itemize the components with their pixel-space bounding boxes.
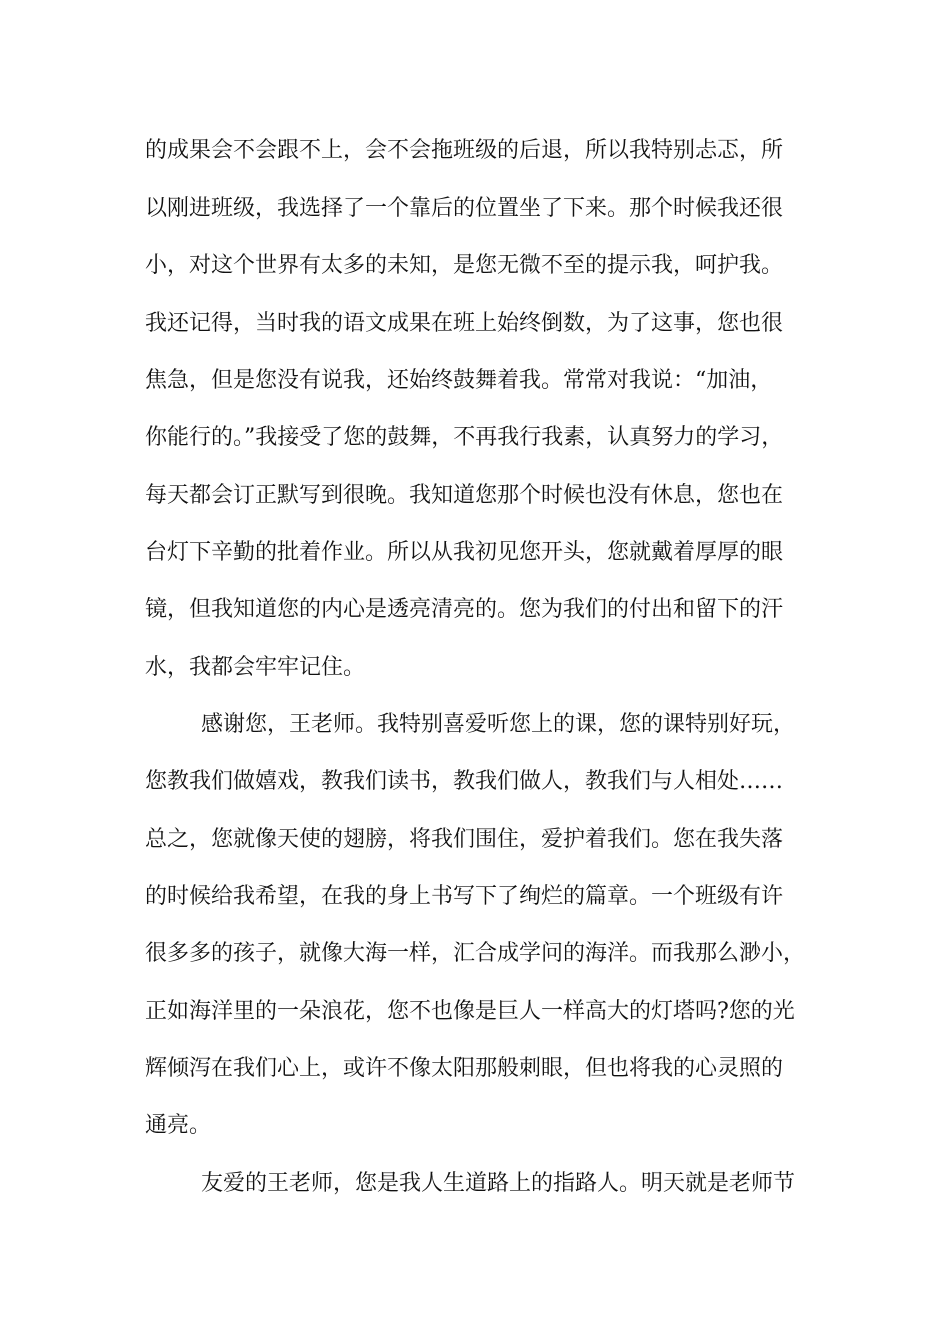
text-line: 焦急，但是您没有说我，还始终鼓舞着我。常常对我说：“加油， <box>145 368 773 393</box>
text-line: 辉倾泻在我们心上，或许不像太阳那般刺眼，但也将我的心灵照的 <box>145 1056 784 1081</box>
text-line: 的成果会不会跟不上，会不会拖班级的后退，所以我特别忐忑，所 <box>145 138 784 163</box>
text-line: 很多多的孩子，就像大海一样，汇合成学问的海洋。而我那么渺小， <box>145 941 806 966</box>
text-line: 通亮。 <box>145 1113 212 1138</box>
text-line: 水，我都会牢牢记住。 <box>145 655 366 680</box>
text-line: 正如海洋里的一朵浪花，您不也像是巨人一样高大的灯塔吗?您的光 <box>145 999 795 1024</box>
text-line: 台灯下辛勤的批着作业。所以从我初见您开头，您就戴着厚厚的眼 <box>145 540 784 565</box>
text-line: 镜，但我知道您的内心是透亮清亮的。您为我们的付出和留下的汗 <box>145 597 784 622</box>
paragraph-first-line: 友爱的王老师，您是我人生道路上的指路人。明天就是老师节 <box>201 1171 796 1196</box>
text-line: 以刚进班级，我选择了一个靠后的位置坐了下来。那个时候我还很 <box>145 196 784 221</box>
text-line: 的时候给我希望，在我的身上书写下了绚烂的篇章。一个班级有许 <box>145 884 784 909</box>
text-line: 小，对这个世界有太多的未知，是您无微不至的提示我，呵护我。 <box>145 253 784 278</box>
text-line: 每天都会订正默写到很晚。我知道您那个时候也没有休息，您也在 <box>145 483 784 508</box>
text-line: 您教我们做嬉戏，教我们读书，教我们做人，教我们与人相处…… <box>145 769 784 794</box>
paragraph-first-line: 感谢您，王老师。我特别喜爱听您上的课，您的课特别好玩， <box>201 712 796 737</box>
text-line: 总之，您就像天使的翅膀，将我们围住，爱护着我们。您在我失落 <box>145 827 784 852</box>
text-line: 我还记得，当时我的语文成果在班上始终倒数，为了这事，您也很 <box>145 311 784 336</box>
text-line: 你能行的。”我接受了您的鼓舞，不再我行我素，认真努力的学习， <box>145 425 784 450</box>
